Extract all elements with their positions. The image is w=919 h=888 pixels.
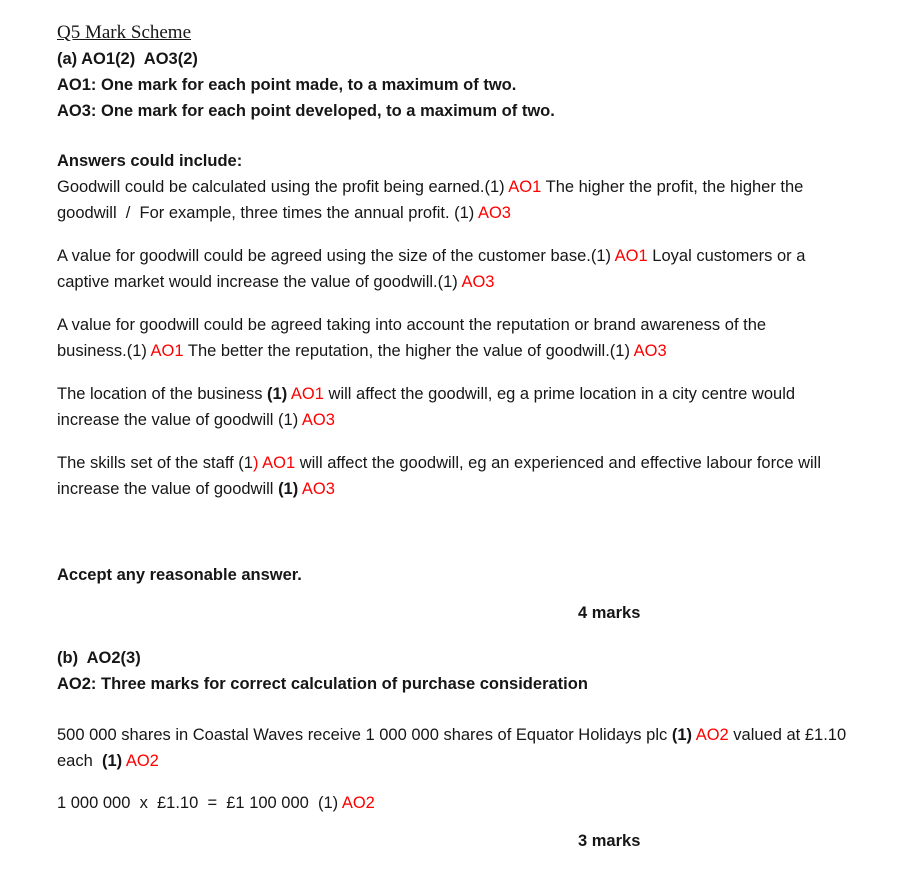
answer-point-4 xyxy=(57,381,879,433)
part-b-marks-total: 3 marks xyxy=(578,832,641,850)
answer-point-4-line-1 xyxy=(57,381,879,407)
text-run: The better the reputation, the higher the value of goodwill.(1) xyxy=(183,342,634,360)
answer-point-2-line-1 xyxy=(57,243,879,269)
answer-point-1-line-1 xyxy=(57,174,879,200)
text-run: (1) xyxy=(101,752,123,770)
part-a-ao1-rule: AO1: One mark for each point made, to a maximum of two. xyxy=(57,76,517,94)
answer-point-5 xyxy=(57,450,879,502)
part-b-answer-line-2 xyxy=(57,748,879,774)
text-run: (1) xyxy=(671,726,692,744)
answer-point-2-line-2 xyxy=(57,269,879,295)
text-run: Goodwill could be calculated using the profit being earned.(1) xyxy=(57,178,509,196)
text-run: business.(1) xyxy=(57,342,151,360)
text-run: A value for goodwill could be agreed using the size of the customer base.(1) xyxy=(57,247,615,265)
answer-point-5-line-1 xyxy=(57,450,879,476)
text-run: each xyxy=(57,752,102,770)
page-title: Q5 Mark Scheme xyxy=(57,22,192,43)
answers-lead: Answers could include: xyxy=(57,152,243,170)
part-a-heading: (a) AO1(2) AO3(2) xyxy=(57,50,198,68)
text-run: valued at £1.10 xyxy=(728,726,847,744)
answer-point-5-line-2 xyxy=(57,476,879,502)
text-run: increase the value of goodwill (1) xyxy=(57,411,302,429)
mark-code: AO2 xyxy=(125,752,159,770)
answer-point-4-line-2 xyxy=(57,407,879,433)
answer-point-3-line-2 xyxy=(57,338,879,364)
mark-code: AO3 xyxy=(461,273,495,291)
mark-code: AO1 xyxy=(150,342,184,360)
answer-point-2 xyxy=(57,243,879,295)
part-b-calculation xyxy=(57,790,879,816)
text-run: 1 000 000 x £1.10 = £1 100 000 (1) xyxy=(57,794,342,812)
text-run: will affect the goodwill, eg an experienced and effective labour force will xyxy=(295,454,822,472)
part-a-ao3-rule: AO3: One mark for each point developed, to a maximum of two. xyxy=(57,102,555,120)
mark-code: AO3 xyxy=(301,480,335,498)
text-run: increase the value of goodwill xyxy=(57,480,279,498)
answer-point-3 xyxy=(57,312,879,364)
mark-code: AO2 xyxy=(341,794,375,812)
part-b-answer xyxy=(57,722,879,774)
part-b-answer-line-1 xyxy=(57,722,879,748)
answer-point-1 xyxy=(57,174,879,226)
mark-code: AO2 xyxy=(695,726,729,744)
text-run: The higher the profit, the higher the xyxy=(541,178,804,196)
text-run: (1) xyxy=(267,385,288,403)
text-run: The location of the business xyxy=(57,385,268,403)
mark-code: AO3 xyxy=(633,342,667,360)
part-b-heading: (b) AO2(3) xyxy=(57,649,141,667)
text-run: will affect the goodwill, eg a prime location in a city centre would xyxy=(323,385,796,403)
mark-code: AO1 xyxy=(290,385,324,403)
mark-code: AO3 xyxy=(477,204,511,222)
text-run: (1) xyxy=(278,480,299,498)
answer-point-3-line-1 xyxy=(57,312,879,338)
text-run: Loyal customers or a xyxy=(647,247,806,265)
text-run: captive market would increase the value of goodwill.(1) xyxy=(57,273,462,291)
text-run: goodwill / For example, three times the annual profit. (1) xyxy=(57,204,478,222)
mark-code: AO3 xyxy=(301,411,335,429)
text-run: 500 000 shares in Coastal Waves receive 1 000 000 shares of Equator Holidays plc xyxy=(57,726,672,744)
text-run: The skills set of the staff (1 xyxy=(57,454,253,472)
text-run: A value for goodwill could be agreed taking into account the reputation or brand awareness of the xyxy=(57,316,767,334)
part-b-ao2-rule: AO2: Three marks for correct calculation of purchase consideration xyxy=(57,675,588,693)
mark-code: ) AO1 xyxy=(252,454,296,472)
part-a-marks-total: 4 marks xyxy=(578,604,641,622)
accept-note: Accept any reasonable answer. xyxy=(57,566,302,584)
mark-code: AO1 xyxy=(508,178,542,196)
mark-code: AO1 xyxy=(614,247,648,265)
answer-point-1-line-2 xyxy=(57,200,879,226)
